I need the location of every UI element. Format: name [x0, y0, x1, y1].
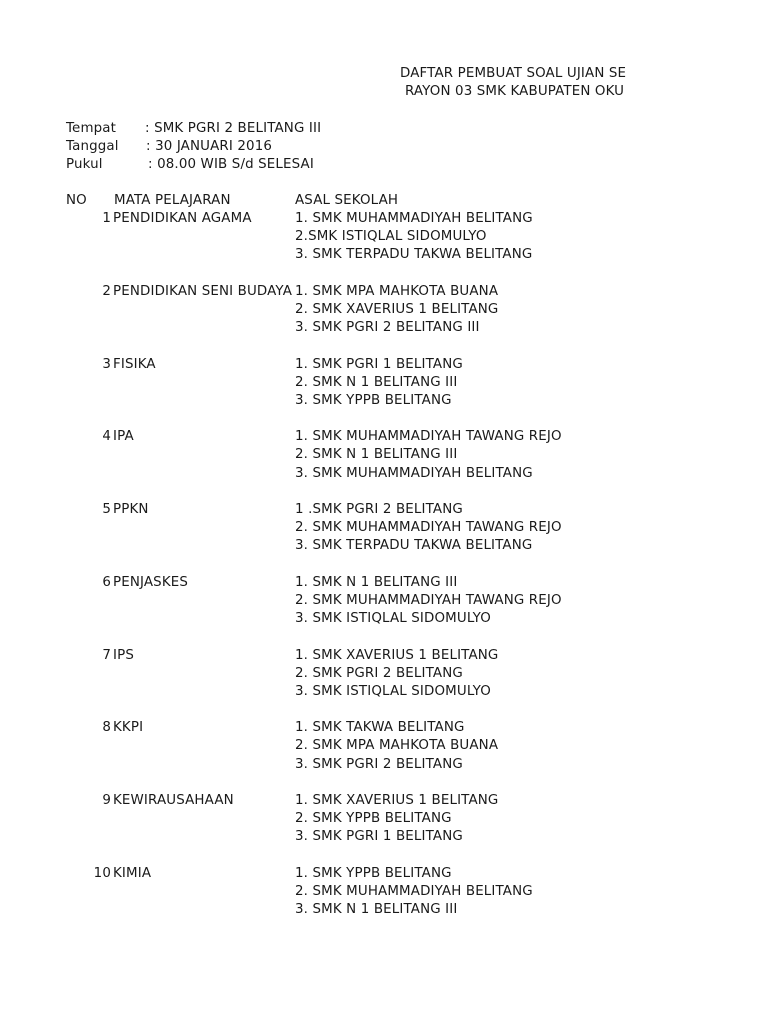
- info-tanggal-label: Tanggal: [66, 139, 119, 154]
- school-name: 2. SMK PGRI 2 BELITANG: [295, 665, 463, 681]
- header-subject: MATA PELAJARAN: [114, 193, 231, 208]
- school-name: 2. SMK N 1 BELITANG III: [295, 447, 458, 463]
- subject-name: IPS: [113, 647, 134, 663]
- table-row: [0, 574, 768, 592]
- table-row: [0, 392, 768, 410]
- school-name: 3. SMK TERPADU TAKWA BELITANG: [295, 538, 533, 554]
- row-number: 8: [102, 720, 111, 736]
- table-row: [0, 865, 768, 883]
- info-pukul-label: Pukul: [66, 157, 103, 172]
- school-name: 3. SMK YPPB BELITANG: [295, 392, 452, 408]
- school-name: 3. SMK ISTIQLAL SIDOMULYO: [295, 683, 491, 699]
- subject-name: PPKN: [113, 502, 149, 517]
- table-row: [0, 283, 768, 301]
- row-spacer: [0, 701, 768, 719]
- row-spacer: [0, 410, 768, 428]
- subject-name: IPA: [113, 429, 134, 445]
- table-row: [0, 319, 768, 337]
- row-spacer: [0, 774, 768, 792]
- subject-name: FISIKA: [113, 356, 156, 372]
- row-spacer: [0, 265, 768, 283]
- school-name: 3. SMK PGRI 2 BELITANG III: [295, 320, 480, 336]
- subject-name: KIMIA: [113, 865, 152, 881]
- row-number: 2: [102, 283, 111, 299]
- school-name: 2. SMK MPA MAHKOTA BUANA: [295, 738, 499, 754]
- table-row: [0, 737, 768, 755]
- row-spacer: [0, 556, 768, 574]
- info-tempat: [66, 120, 466, 138]
- info-tanggal-value: : 30 JANUARI 2016: [146, 139, 273, 154]
- school-name: 1. SMK PGRI 1 BELITANG: [295, 356, 463, 372]
- row-spacer: [0, 483, 768, 501]
- school-name: 1. SMK XAVERIUS 1 BELITANG: [295, 793, 499, 808]
- table-row: [0, 428, 768, 446]
- school-name: 3. SMK N 1 BELITANG III: [295, 902, 458, 918]
- school-name: 2. SMK MUHAMMADIYAH TAWANG REJO: [295, 592, 562, 608]
- row-number: 3: [102, 356, 111, 372]
- table-row: [0, 246, 768, 264]
- school-name: 3. SMK TERPADU TAKWA BELITANG: [295, 247, 533, 263]
- table-row: [0, 446, 768, 464]
- school-name: 1. SMK MUHAMMADIYAH TAWANG REJO: [295, 429, 562, 445]
- row-number: 10: [93, 865, 111, 881]
- header-no: NO: [66, 193, 87, 208]
- school-name: 2. SMK XAVERIUS 1 BELITANG: [295, 301, 499, 317]
- info-pukul-value: : 08.00 WIB S/d SELESAI: [148, 157, 314, 172]
- table-row: [0, 719, 768, 737]
- table-row: [0, 210, 768, 228]
- row-number: 6: [102, 574, 111, 590]
- subject-name: KKPI: [113, 720, 144, 736]
- table-row: [0, 374, 768, 392]
- title-line-1: DAFTAR PEMBUAT SOAL UJIAN SE: [400, 66, 627, 81]
- school-name: 1 .SMK PGRI 2 BELITANG: [295, 502, 463, 517]
- row-spacer: [0, 337, 768, 355]
- table-row: [0, 301, 768, 319]
- school-name: 3. SMK PGRI 2 BELITANG: [295, 756, 463, 772]
- row-number: 9: [102, 793, 111, 808]
- table-row: [0, 537, 768, 555]
- row-number: 4: [102, 429, 111, 445]
- title-line-2: RAYON 03 SMK KABUPATEN OKU: [405, 84, 625, 99]
- school-name: 1. SMK MPA MAHKOTA BUANA: [295, 283, 499, 299]
- row-spacer: [0, 847, 768, 865]
- table-body: [0, 210, 768, 919]
- table-row: [0, 883, 768, 901]
- table-row: [0, 465, 768, 483]
- school-name: 3. SMK ISTIQLAL SIDOMULYO: [295, 611, 491, 627]
- table-row: [0, 610, 768, 628]
- info-tempat-value: : SMK PGRI 2 BELITANG III: [145, 121, 322, 136]
- table-row: [0, 228, 768, 246]
- table-row: [0, 356, 768, 374]
- table-row: [0, 665, 768, 683]
- info-tempat-label: Tempat: [66, 121, 117, 136]
- info-pukul: [66, 156, 466, 174]
- header-school: ASAL SEKOLAH: [295, 193, 399, 208]
- row-number: 1: [102, 211, 111, 226]
- table-row: [0, 647, 768, 665]
- school-name: 1. SMK N 1 BELITANG III: [295, 574, 458, 590]
- school-name: 2. SMK YPPB BELITANG: [295, 811, 452, 827]
- table-row: [0, 519, 768, 537]
- table-row: [0, 828, 768, 846]
- subject-name: PENJASKES: [113, 574, 189, 590]
- table-row: [0, 756, 768, 774]
- school-name: 2. SMK N 1 BELITANG III: [295, 374, 458, 390]
- row-spacer: [0, 628, 768, 646]
- school-name: 1. SMK YPPB BELITANG: [295, 865, 452, 881]
- subject-name: PENDIDIKAN AGAMA: [113, 211, 252, 226]
- table-row: [0, 683, 768, 701]
- school-name: 2. SMK MUHAMMADIYAH BELITANG: [295, 883, 533, 899]
- school-name: 2. SMK MUHAMMADIYAH TAWANG REJO: [295, 520, 562, 536]
- school-name: 3. SMK PGRI 1 BELITANG: [295, 829, 463, 845]
- row-number: 5: [102, 502, 111, 517]
- table-row: [0, 810, 768, 828]
- info-tanggal: [66, 138, 466, 156]
- subject-name: KEWIRAUSAHAAN: [113, 793, 234, 808]
- row-number: 7: [102, 647, 111, 663]
- table-row: [0, 501, 768, 519]
- school-name: 2.SMK ISTIQLAL SIDOMULYO: [295, 229, 487, 245]
- school-name: 1. SMK TAKWA BELITANG: [295, 720, 465, 736]
- table-row: [0, 901, 768, 919]
- school-name: 1. SMK MUHAMMADIYAH BELITANG: [295, 211, 533, 226]
- school-name: 3. SMK MUHAMMADIYAH BELITANG: [295, 465, 533, 481]
- table-row: [0, 792, 768, 810]
- table-row: [0, 592, 768, 610]
- school-name: 1. SMK XAVERIUS 1 BELITANG: [295, 647, 499, 663]
- subject-name: PENDIDIKAN SENI BUDAYA: [113, 283, 293, 299]
